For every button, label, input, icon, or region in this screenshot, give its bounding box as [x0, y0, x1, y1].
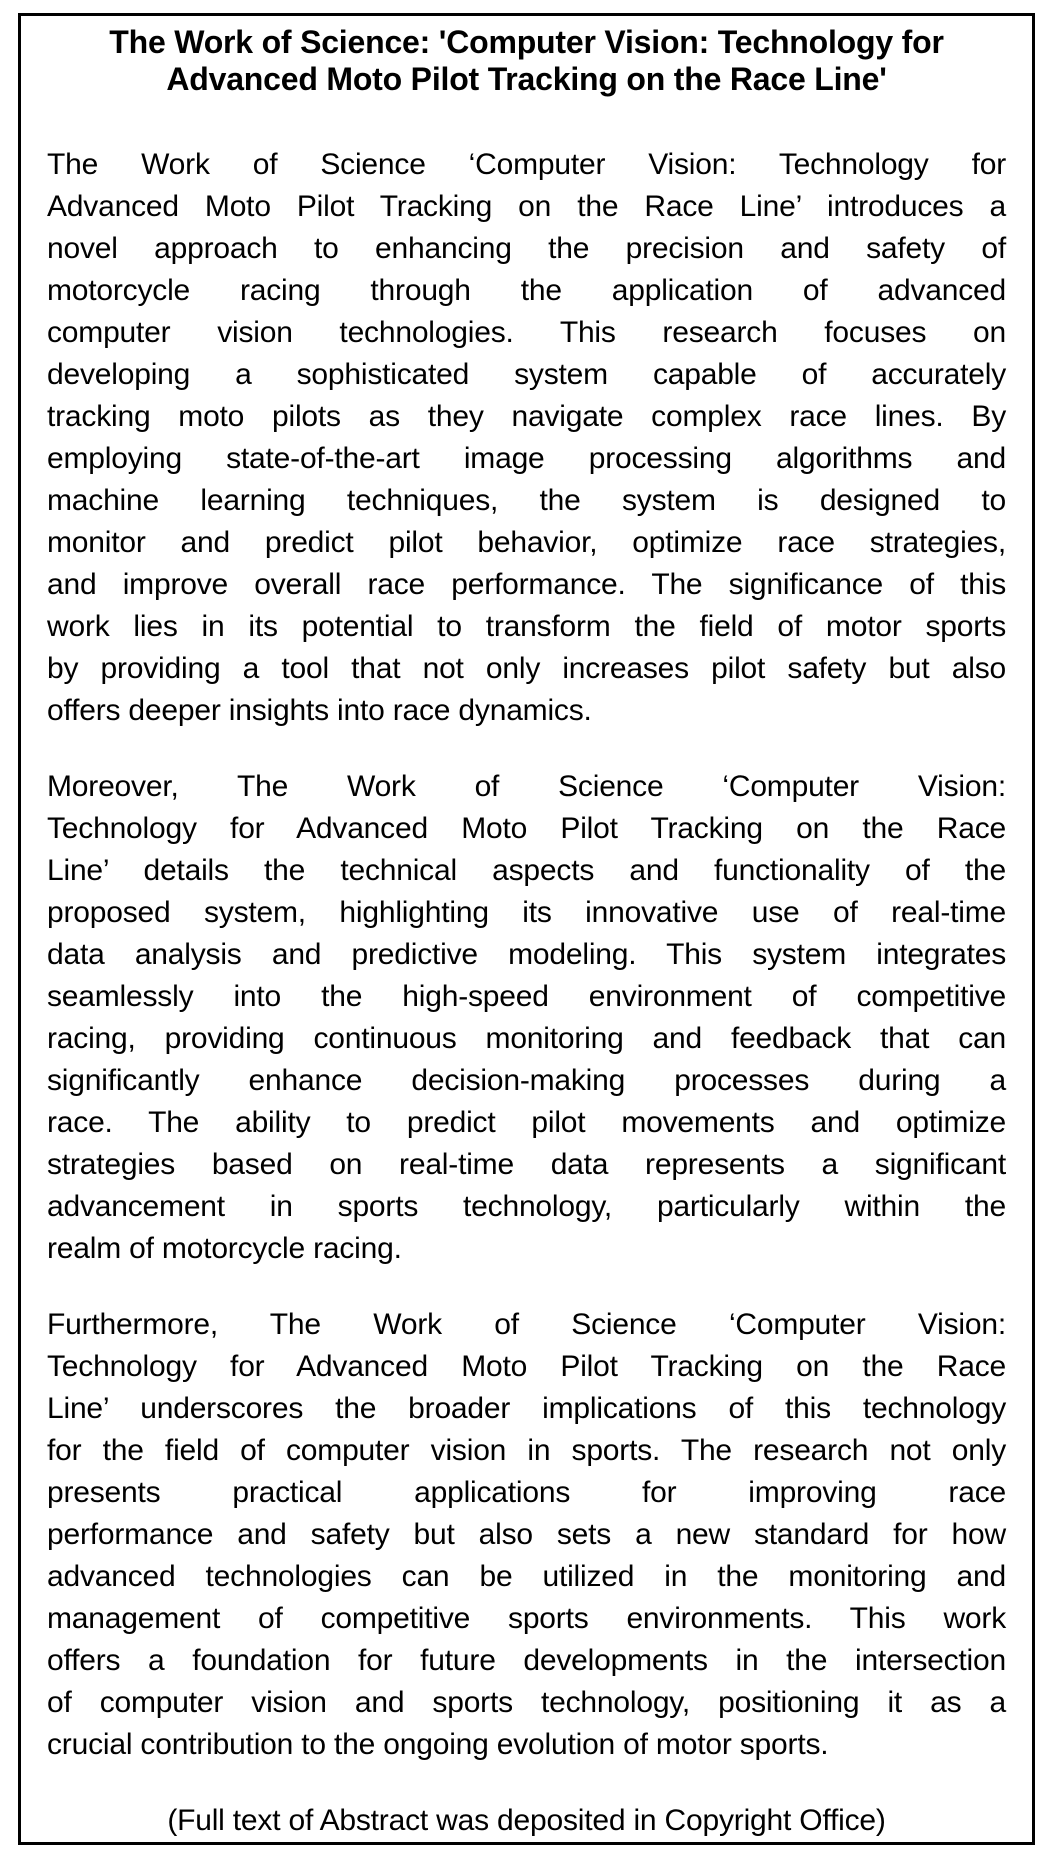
- text-line: advanced technologies can be utilized in the monitoring and: [47, 1560, 1006, 1593]
- text-line: machine learning techniques, the system is designed to: [47, 484, 1006, 517]
- text-line: strategies based on real-time data represents a significant: [47, 1148, 1006, 1181]
- abstract-paragraph-2: [47, 766, 1006, 1270]
- text-line: race. The ability to predict pilot movements and optimize: [47, 1106, 1006, 1139]
- text-line: monitor and predict pilot behavior, optimize race strategies,: [47, 526, 1006, 559]
- text-line: and improve overall race performance. The significance of this: [47, 568, 1006, 601]
- text-line: developing a sophisticated system capable of accurately: [47, 358, 1006, 391]
- text-line: proposed system, highlighting its innovative use of real-time: [47, 896, 1006, 929]
- text-line: significantly enhance decision-making processes during a: [47, 1064, 1006, 1097]
- text-line: Advanced Moto Pilot Tracking on the Race Line’ introduces a: [47, 190, 1006, 223]
- title-line-1: The Work of Science: 'Computer Vision: Technology for: [109, 24, 944, 60]
- abstract-paragraph-1: [47, 144, 1006, 732]
- text-line: novel approach to enhancing the precision and safety of: [47, 232, 1006, 265]
- text-line: tracking moto pilots as they navigate complex race lines. By: [47, 400, 1006, 433]
- text-line: Furthermore, The Work of Science ‘Computer Vision:: [47, 1308, 1006, 1341]
- title-line-2: Advanced Moto Pilot Tracking on the Race Line': [166, 61, 887, 97]
- text-line: seamlessly into the high-speed environment of competitive: [47, 980, 1006, 1013]
- text-line: Line’ details the technical aspects and functionality of the: [47, 854, 1006, 887]
- text-line: computer vision technologies. This research focuses on: [47, 316, 1006, 349]
- abstract-paragraph-3: [47, 1304, 1006, 1766]
- text-line: offers a foundation for future developments in the intersection: [47, 1644, 1006, 1677]
- text-line: advancement in sports technology, particularly within the: [47, 1190, 1006, 1223]
- abstract-border-frame: [18, 13, 1035, 1845]
- text-line: management of competitive sports environments. This work: [47, 1602, 1006, 1635]
- text-line: Moreover, The Work of Science ‘Computer Vision:: [47, 770, 1006, 803]
- text-line: data analysis and predictive modeling. This system integrates: [47, 938, 1006, 971]
- text-line: work lies in its potential to transform the field of motor sports: [47, 610, 1006, 643]
- text-line: realm of motorcycle racing.: [47, 1232, 402, 1265]
- text-line: employing state-of-the-art image processing algorithms and: [47, 442, 1006, 475]
- text-line: crucial contribution to the ongoing evolution of motor sports.: [47, 1728, 829, 1761]
- text-line: racing, providing continuous monitoring and feedback that can: [47, 1022, 1006, 1055]
- text-line: Line’ underscores the broader implications of this technology: [47, 1392, 1006, 1425]
- text-line: presents practical applications for improving race: [47, 1476, 1006, 1509]
- text-line: Technology for Advanced Moto Pilot Tracking on the Race: [47, 812, 1006, 845]
- copyright-deposit-note: (Full text of Abstract was deposited in Copyright Office): [167, 1804, 886, 1837]
- document-title: [47, 24, 1006, 98]
- text-line: The Work of Science ‘Computer Vision: Technology for: [47, 148, 1006, 181]
- text-line: performance and safety but also sets a new standard for how: [47, 1518, 1006, 1551]
- text-line: offers deeper insights into race dynamics.: [47, 694, 592, 727]
- text-line: Technology for Advanced Moto Pilot Tracking on the Race: [47, 1350, 1006, 1383]
- text-line: motorcycle racing through the application of advanced: [47, 274, 1006, 307]
- text-line: for the field of computer vision in sports. The research not only: [47, 1434, 1006, 1467]
- text-line: by providing a tool that not only increases pilot safety but also: [47, 652, 1006, 685]
- text-line: of computer vision and sports technology, positioning it as a: [47, 1686, 1006, 1719]
